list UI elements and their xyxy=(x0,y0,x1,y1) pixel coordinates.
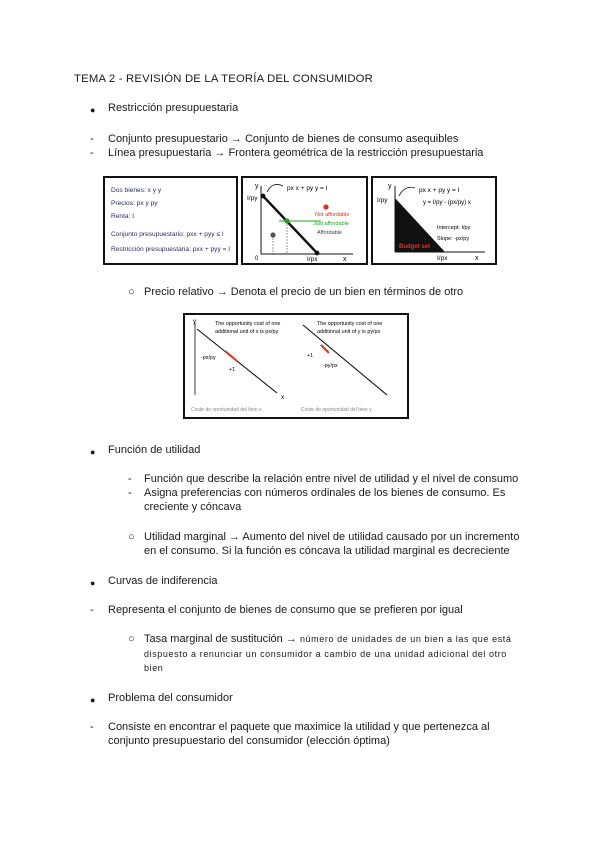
dash-icon: - xyxy=(128,473,132,485)
text-asigna-preferencias: Asigna preferencias con números ordinales de los bienes de consumo. Es xyxy=(144,487,506,499)
y-intercept-label: I/py xyxy=(377,197,388,204)
y-axis-label: y xyxy=(193,318,197,325)
y-intercept-label: I/py xyxy=(247,195,258,202)
heading-problema-consumidor: Problema del consumidor xyxy=(108,692,233,704)
budget-equation: px x + py y = I xyxy=(419,187,460,194)
def-line-2: Precios: px y py xyxy=(111,200,158,207)
text-precio-relativo: Precio relativo → Denota el precio de un bien en términos de otro xyxy=(144,286,464,298)
not-affordable-point xyxy=(323,204,328,209)
callout-arrow xyxy=(399,187,415,196)
text-tasa-marginal-end: bien xyxy=(144,663,164,673)
budget-line xyxy=(263,196,317,253)
bullet-icon: ● xyxy=(90,578,96,588)
circle-icon: ○ xyxy=(128,531,135,543)
left-run-label: +1 xyxy=(229,367,236,373)
figure-opportunity-cost xyxy=(183,313,409,419)
x-axis-label: x xyxy=(343,256,347,263)
budget-equation: px x + py y = I xyxy=(287,185,328,192)
not-affordable-label: Not affordable xyxy=(315,212,350,218)
right-slope-label: -py/px xyxy=(323,363,338,369)
def-line-3: Renta: I xyxy=(111,213,135,220)
tasa-marginal-lead: Tasa marginal de sustitución → xyxy=(144,633,297,645)
circle-icon: ○ xyxy=(128,286,135,298)
text-conjunto-presupuestario-consumidor: conjunto presupuestario del consumidor (elección óptima) xyxy=(108,735,390,747)
def-line-1: Dos bienes: x y y xyxy=(111,187,162,194)
figure-definitions xyxy=(103,176,238,265)
right-caption: Coste de oportunidad del bien y xyxy=(301,407,372,413)
definitions-svg xyxy=(105,178,236,263)
y-axis-label: y xyxy=(255,183,259,190)
x-axis-label: x xyxy=(281,394,285,401)
right-text-2: additional unit of y is py/px xyxy=(317,329,381,335)
bullet-icon: ● xyxy=(90,447,96,457)
origin-label: 0 xyxy=(255,256,259,262)
x-intercept-label: I/px xyxy=(437,255,448,262)
figure-affordability xyxy=(241,176,368,265)
right-rise-label: +1 xyxy=(307,353,314,359)
just-affordable-label: Just affordable xyxy=(313,221,349,227)
text-consiste-encontrar: Consiste en encontrar el paquete que maximice la utilidad y que pertenezca al xyxy=(108,721,490,733)
y-axis-label: y xyxy=(388,183,392,190)
text-tasa-marginal xyxy=(144,632,512,647)
dash-icon: - xyxy=(90,604,94,616)
intercept-point xyxy=(315,251,320,256)
heading-restriccion: Restricción presupuestaria xyxy=(108,102,239,114)
budget-line-right xyxy=(303,325,387,395)
def-line-4: Conjunto presupuestario: pxx + pyy ≤ I xyxy=(111,231,224,238)
bullet-icon: ● xyxy=(90,695,96,705)
intercept-point xyxy=(261,194,266,199)
text-utilidad-marginal: Utilidad marginal → Aumento del nivel de utilidad causado por un incremento xyxy=(144,531,520,543)
text-representa-conjunto: Representa el conjunto de bienes de consumo que se prefieren por igual xyxy=(108,604,463,616)
x-intercept-label: I/px xyxy=(307,256,318,263)
left-text-2: additional unit of x is px/py xyxy=(215,329,279,335)
text-funcion-describe: Función que describe la relación entre nivel de utilidad y el nivel de consumo xyxy=(144,473,519,485)
right-text-1: The opportunity cost of one xyxy=(317,321,383,327)
heading-curvas-indiferencia: Curvas de indiferencia xyxy=(108,575,218,587)
dash-icon: - xyxy=(90,133,94,145)
bullet-icon: ● xyxy=(90,105,96,115)
heading-funcion-utilidad: Función de utilidad xyxy=(108,444,201,456)
def-line-5: Restricción presupuestaria: pxx + pyy = I xyxy=(111,246,231,253)
left-text-1: The opportunity cost of one xyxy=(215,321,281,327)
explicit-equation: y = I/py - (px/py) x xyxy=(423,200,471,206)
dash-icon: - xyxy=(90,721,94,733)
left-caption: Coste de oportunidad del bien x xyxy=(191,407,262,413)
affordability-svg xyxy=(243,178,366,263)
affordable-label: Affordable xyxy=(317,230,342,236)
text-linea-presupuestaria: Línea presupuestaria → Frontera geométrica de la restricción presupuestaria xyxy=(108,147,484,159)
dash-icon: - xyxy=(128,487,132,499)
text-creciente-concava: creciente y cóncava xyxy=(144,501,242,513)
slope-segment-left xyxy=(225,351,237,361)
page-title: TEMA 2 - REVISIÓN DE LA TEORÍA DEL CONSUMIDOR xyxy=(74,73,374,85)
tasa-marginal-rest: número de unidades de un bien a las que está xyxy=(296,634,512,644)
opportunity-cost-svg xyxy=(185,315,407,417)
intercept-text: Intercept: I/py xyxy=(437,225,471,231)
callout-arrow xyxy=(267,184,283,192)
left-slope-label: -px/py xyxy=(201,355,216,361)
budget-set-svg xyxy=(373,178,495,263)
text-tasa-marginal-cont: dispuesto a renunciar un consumidor a cambio de una unidad adicional del otro xyxy=(144,649,507,659)
dash-icon: - xyxy=(90,147,94,159)
slope-text: Slope: -px/py xyxy=(437,236,470,242)
x-axis-label: x xyxy=(475,255,479,262)
text-conjunto-presupuestario: Conjunto presupuestario → Conjunto de bienes de consumo asequibles xyxy=(108,133,459,145)
circle-icon: ○ xyxy=(128,633,135,645)
figure-budget-set xyxy=(371,176,497,265)
budget-set-label: Budget set xyxy=(399,244,431,250)
text-utilidad-marginal-cont: en el consumo. Si la función es cóncava la utilidad marginal es decreciente xyxy=(144,545,510,557)
